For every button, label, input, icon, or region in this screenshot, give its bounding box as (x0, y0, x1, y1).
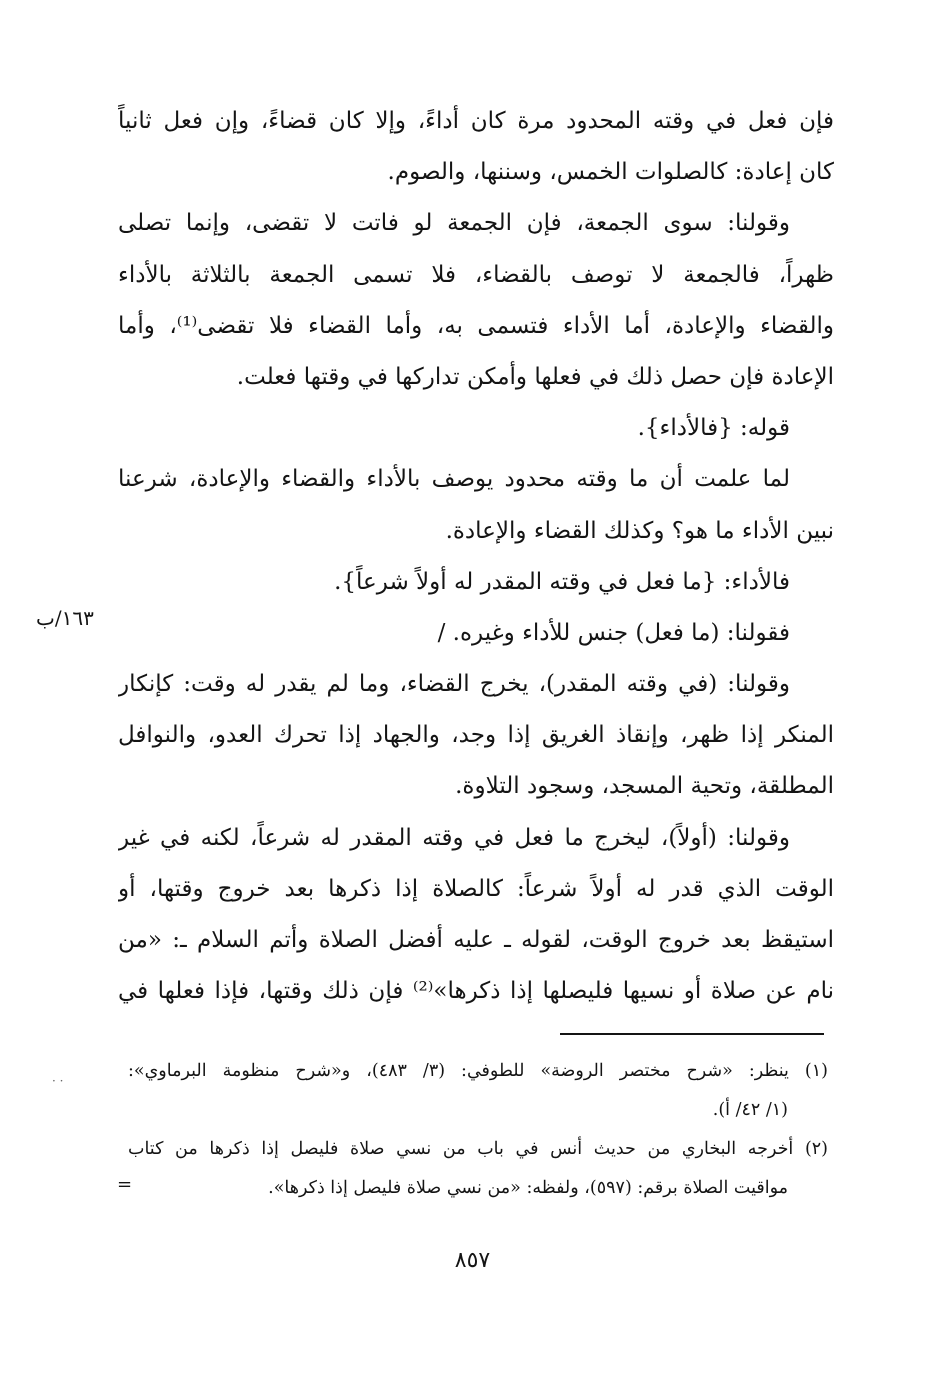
text-line: نبين الأداء ما هو؟ وكذلك القضاء والإعادة. (445, 517, 834, 544)
text-line: لما علمت أن ما وقته محدود يوصف بالأداء والقضاء والإعادة، شرعنا (118, 466, 790, 493)
footnote-2-cont: مواقيت الصلاة برقم: (٥٩٧)، ولفظه: «من نسي صلاة فليصل إذا ذكرها». (268, 1178, 788, 1198)
main-text (118, 96, 834, 1017)
text-line: وقولنا: سوى الجمعة، فإن الجمعة لو فاتت لا تقضى، وإنما تصلى (118, 210, 790, 237)
footnote-text: ينظر: «شرح مختصر الروضة» للطوفي: (٣/ ٤٨٣)، و«شرح منظومة البرماوي»: (128, 1061, 789, 1081)
footnote-text: أخرجه البخاري من حديث أنس في باب من نسي صلاة فليصل إذا ذكرها من كتاب (128, 1139, 794, 1159)
manuscript-folio-marker: ١٦٣/ب (36, 606, 94, 630)
text-line: المطلقة، وتحية المسجد، وسجود التلاوة. (455, 773, 834, 800)
page-number-value: ٨٥٧ (454, 1248, 491, 1273)
footnotes (128, 1052, 828, 1208)
text-line: نام عن صلاة أو نسيها فليصلها إذا ذكرها»⁽²⁾ فإن ذلك وقتها، فإذا فعلها في (118, 978, 834, 1005)
text-line: المنكر إذا ظهر، وإنقاذ الغريق إذا وجد، والجهاد إذا تحرك العدو، والنوافل (118, 722, 834, 749)
footnote-number: (٢) (804, 1139, 828, 1159)
text-line: كان إعادة: كالصلوات الخمس، وسننها، والصوم. (387, 159, 834, 186)
text-line: وقولنا: (في وقته المقدر)، يخرج القضاء، وما لم يقدر له وقت: كإنكار (118, 671, 790, 698)
text-line: قوله: {فالأداء}. (637, 415, 790, 442)
footnote-1 (128, 1052, 828, 1091)
text-line: فالأداء: {ما فعل في وقته المقدر له أولاً شرعاً}. (334, 568, 790, 595)
text-line: فقولنا: (ما فعل) جنس للأداء وغيره. / (437, 619, 790, 646)
footnote-separator (560, 1033, 824, 1035)
text-line: وقولنا: (أولاً)، ليخرج ما فعل في وقته المقدر له شرعاً، لكنه في غير (118, 824, 790, 851)
text-line: والقضاء والإعادة، أما الأداء فتسمى به، وأما القضاء فلا تقضى⁽¹⁾، وأما (118, 312, 834, 339)
text-line: استيقظ بعد خروج الوقت، لقوله ـ عليه أفضل الصلاة وأتم السلام ـ: «من (118, 927, 834, 953)
footnote-2 (128, 1130, 828, 1169)
text-line: الإعادة فإن حصل ذلك في فعلها وأمكن تداركها في وقتها فعلت. (236, 363, 834, 390)
footnote-number: (١) (804, 1061, 828, 1081)
text-line: فإن فعل في وقته المحدود مرة كان أداءً، وإلا كان قضاءً، وإن فعل ثانياً (118, 108, 834, 134)
scan-dots: · · (52, 1074, 64, 1088)
footnote-1-cont: (١/ ٤٢/ أ). (712, 1100, 788, 1120)
text-line: الوقت الذي قدر له أولاً شرعاً: كالصلاة إذا ذكرها بعد خروج وقتها، أو (118, 875, 834, 902)
page-number (0, 1248, 951, 1273)
continuation-mark: = (117, 1174, 133, 1195)
text-line: ظهراً، فالجمعة لا توصف بالقضاء، فلا تسمى الجمعة بالثلاثة بالأداء (118, 261, 834, 288)
